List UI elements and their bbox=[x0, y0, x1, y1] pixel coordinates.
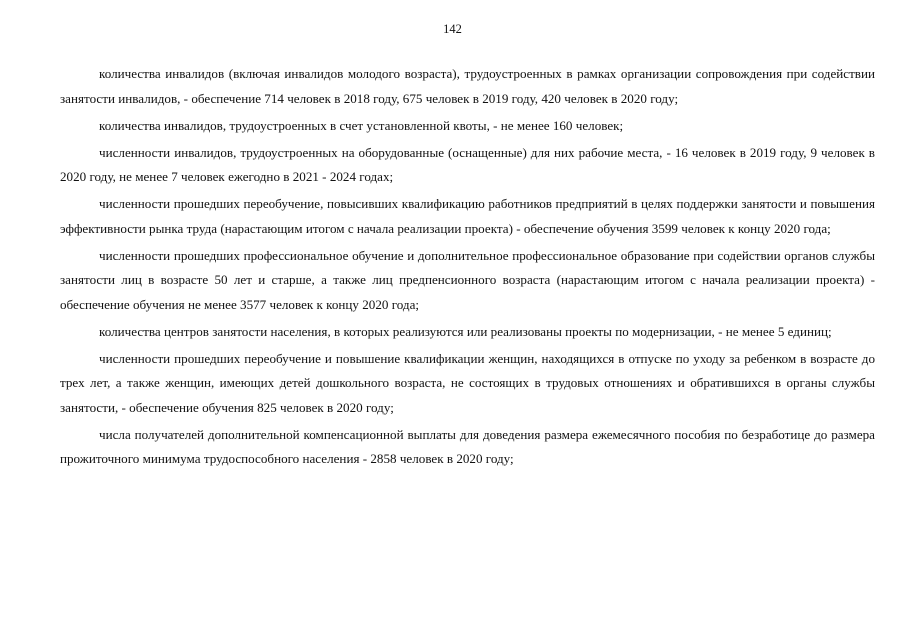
page-number: 142 bbox=[443, 22, 462, 36]
paragraph-equipped-workplaces: численности инвалидов, трудоустроенных на оборудованные (оснащенные) для них рабочие места, - 16 человек в 2019 году, 9 человек в 2020 году, не менее 7 человек ежегодно в 2021 - 2024 годах; bbox=[60, 144, 875, 184]
paragraph-older-workers-training: численности прошедших профессиональное обучение и дополнительное профессиональное образование при содействии органов службы занятости лиц в возрасте 50 лет и старше, а также лиц предпенсионного возраста (нарастающим итогом с начала реализации проекта) - обеспечение обучения не менее 3577 человек к концу 2020 года; bbox=[60, 247, 875, 312]
document-body bbox=[60, 62, 875, 474]
paragraph-women-retraining: численности прошедших переобучение и повышение квалификации женщин, находящихся в отпуске по уходу за ребенком в возрасте до трех лет, а также женщин, имеющих детей дошкольного возраста, не состоящих в трудовых отношениях и обратившихся в органы службы занятости, - обеспечение обучения 825 человек в 2020 году; bbox=[60, 350, 875, 415]
paragraph-enterprise-retraining: численности прошедших переобучение, повысивших квалификацию работников предприятий в целях поддержки занятости и повышения эффективности рынка труда (нарастающим итогом с начала реализации проекта) - обеспечение обучения 3599 человек к концу 2020 года; bbox=[60, 196, 875, 236]
paragraph-employment-centers: количества центров занятости населения, в которых реализуются или реализованы проекты по модернизации, - не менее 5 единиц; bbox=[99, 323, 832, 339]
paragraph-unemployment-benefit: числа получателей дополнительной компенсационной выплаты для доведения размера ежемесячного пособия по безработице до размера прожиточного минимума трудоспособного населения - 2858 человек в 2020 году; bbox=[60, 426, 875, 466]
paragraph-disabled-youth-employment: количества инвалидов (включая инвалидов молодого возраста), трудоустроенных в рамках организации сопровождения при содействии занятости инвалидов, - обеспечение 714 человек в 2018 году, 675 человек в 2019 году, 420 человек в 2020 году; bbox=[60, 66, 875, 106]
paragraph-quota-employment: количества инвалидов, трудоустроенных в счет установленной квоты, - не менее 160 человек; bbox=[99, 117, 624, 133]
